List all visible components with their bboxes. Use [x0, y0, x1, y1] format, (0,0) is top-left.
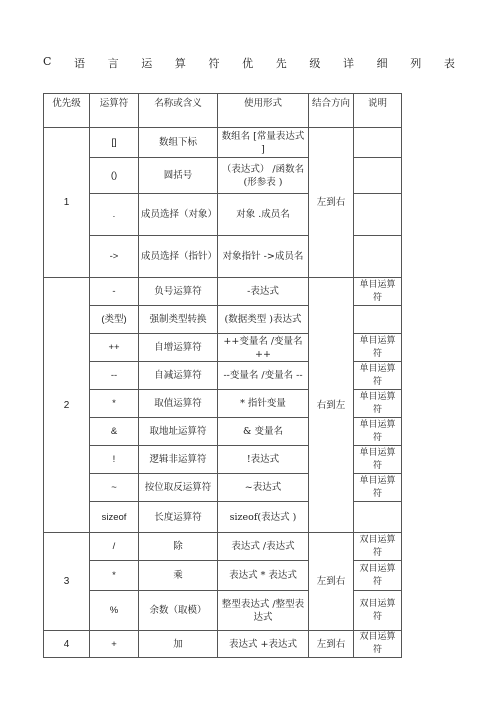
header-desc: 说明: [354, 94, 402, 128]
operator-cell: (): [90, 158, 139, 194]
assoc-cell: 左到右: [309, 631, 354, 658]
header-operator: 运算符: [90, 94, 139, 128]
header-assoc: 结合方向: [309, 94, 354, 128]
usage-cell: !表达式: [218, 446, 309, 474]
table-row: [44, 278, 402, 306]
operator-cell: &: [90, 418, 139, 446]
title-char: 详: [343, 57, 355, 70]
operator-cell: %: [90, 591, 139, 631]
desc-cell: 单目运算符: [354, 362, 402, 390]
usage-cell: 对象 .成员名: [218, 194, 309, 236]
name-cell: 成员选择（对象）: [139, 194, 218, 236]
title-char: 言: [107, 57, 119, 70]
usage-cell: ~表达式: [218, 474, 309, 502]
usage-cell: -表达式: [218, 278, 309, 306]
name-cell: 自增运算符: [139, 334, 218, 362]
desc-cell: 双目运算符: [354, 591, 402, 631]
priority-cell: 2: [44, 278, 90, 533]
operator-cell: ++: [90, 334, 139, 362]
operator-cell: --: [90, 362, 139, 390]
desc-cell: [354, 502, 402, 533]
title-char: 语: [74, 57, 86, 70]
usage-cell: sizeof(表达式 ): [218, 502, 309, 533]
priority-cell: 1: [44, 128, 90, 278]
title-char: 表: [443, 57, 455, 70]
title-char: 优: [242, 57, 254, 70]
header-priority: 优先级: [44, 94, 90, 128]
table-header-row: [44, 94, 402, 128]
priority-cell: 3: [44, 533, 90, 631]
operator-cell: *: [90, 390, 139, 418]
name-cell: 负号运算符: [139, 278, 218, 306]
name-cell: 取值运算符: [139, 390, 218, 418]
header-usage: 使用形式: [218, 94, 309, 128]
operator-cell: *: [90, 561, 139, 591]
usage-cell: 整型表达式 /整型表达式: [218, 591, 309, 631]
name-cell: 长度运算符: [139, 502, 218, 533]
name-cell: 数组下标: [139, 128, 218, 158]
assoc-cell: 左到右: [309, 128, 354, 278]
usage-cell: * 指针变量: [218, 390, 309, 418]
operator-cell: -: [90, 278, 139, 306]
operator-precedence-table: [43, 93, 402, 658]
usage-cell: --变量名 /变量名 --: [218, 362, 309, 390]
operator-cell: sizeof: [90, 502, 139, 533]
usage-cell: (数据类型 )表达式: [218, 306, 309, 334]
operator-cell: +: [90, 631, 139, 658]
name-cell: 按位取反运算符: [139, 474, 218, 502]
desc-cell: 双目运算符: [354, 533, 402, 561]
table-row: [44, 128, 402, 158]
desc-cell: 单目运算符: [354, 390, 402, 418]
header-name: 名称或含义: [139, 94, 218, 128]
desc-cell: [354, 306, 402, 334]
desc-cell: [354, 194, 402, 236]
name-cell: 除: [139, 533, 218, 561]
operator-cell: (类型): [90, 306, 139, 334]
desc-cell: 双目运算符: [354, 631, 402, 658]
operator-cell: ~: [90, 474, 139, 502]
usage-cell: 表达式 /表达式: [218, 533, 309, 561]
usage-cell: 对象指针 ->成员名: [218, 236, 309, 278]
operator-cell: /: [90, 533, 139, 561]
usage-cell: 表达式 * 表达式: [218, 561, 309, 591]
name-cell: 余数（取模）: [139, 591, 218, 631]
usage-cell: 表达式 +表达式: [218, 631, 309, 658]
title-char: 级: [309, 57, 321, 70]
usage-cell: ++变量名 /变量名 ++: [218, 334, 309, 362]
title-char: 细: [376, 57, 388, 70]
operator-cell: ->: [90, 236, 139, 278]
desc-cell: 单目运算符: [354, 418, 402, 446]
desc-cell: 双目运算符: [354, 561, 402, 591]
title-char: 符: [208, 57, 220, 70]
desc-cell: [354, 158, 402, 194]
table-row: [44, 631, 402, 658]
operator-cell: !: [90, 446, 139, 474]
name-cell: 强制类型转换: [139, 306, 218, 334]
desc-cell: 单目运算符: [354, 334, 402, 362]
name-cell: 取地址运算符: [139, 418, 218, 446]
title-char: 运: [141, 57, 153, 70]
desc-cell: 单目运算符: [354, 446, 402, 474]
name-cell: 成员选择（指针）: [139, 236, 218, 278]
desc-cell: [354, 128, 402, 158]
title-char: 先: [275, 57, 287, 70]
usage-cell: & 变量名: [218, 418, 309, 446]
title-char: 列: [410, 57, 422, 70]
name-cell: 乘: [139, 561, 218, 591]
assoc-cell: 左到右: [309, 533, 354, 631]
document-title: [43, 55, 455, 71]
operator-cell: []: [90, 128, 139, 158]
desc-cell: 单目运算符: [354, 278, 402, 306]
table-row: [44, 533, 402, 561]
usage-cell: 数组名 [常量表达式 ]: [218, 128, 309, 158]
desc-cell: 单目运算符: [354, 474, 402, 502]
name-cell: 加: [139, 631, 218, 658]
name-cell: 逻辑非运算符: [139, 446, 218, 474]
assoc-cell: 右到左: [309, 278, 354, 533]
name-cell: 自减运算符: [139, 362, 218, 390]
usage-cell: （表达式） /函数名 (形参表 ): [218, 158, 309, 194]
title-char: C: [43, 55, 52, 68]
title-char: 算: [174, 57, 186, 70]
priority-cell: 4: [44, 631, 90, 658]
name-cell: 圆括号: [139, 158, 218, 194]
desc-cell: [354, 236, 402, 278]
operator-cell: .: [90, 194, 139, 236]
